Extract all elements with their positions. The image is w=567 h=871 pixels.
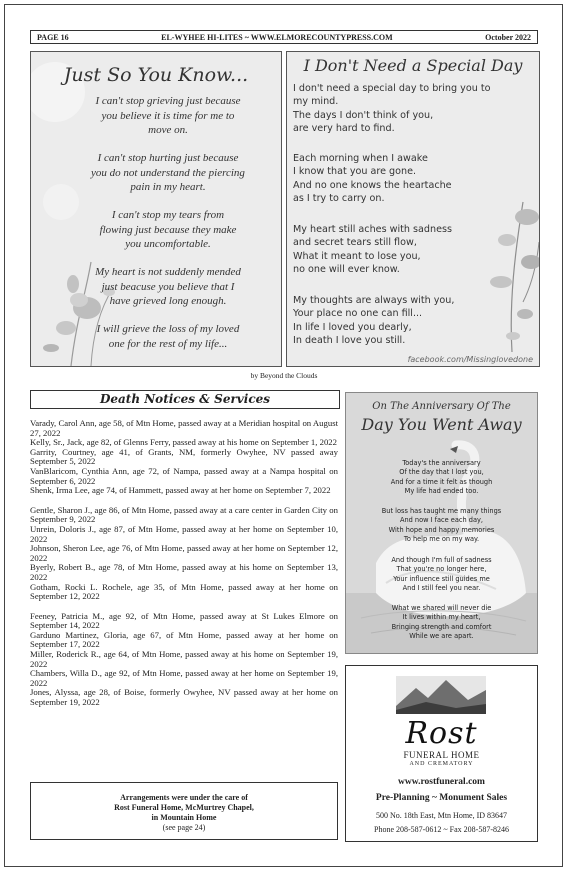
arrangements-line: Rost Funeral Home, McMurtrey Chapel, [114, 803, 254, 812]
issue-date: October 2022 [485, 32, 531, 42]
notice-item: Gentle, Sharon J., age 86, of Mtn Home, passed away at a care center in Garden City on September 9, 2022 [30, 504, 338, 525]
stanza: Each morning when I awake I know that you are gone. And no one knows the heartache as I try to carry on. [293, 153, 452, 204]
death-notices-list [30, 419, 338, 708]
notice-item: Shenk, Irma Lee, age 74, of Hammett, passed away at her home on September 7, 2022 [30, 485, 331, 496]
arrangements-line: Arrangements were under the care of [120, 793, 248, 802]
notice-item: Byerly, Robert B., age 78, of Mtn Home, passed away at his home on September 13, 2022 [30, 562, 338, 582]
stanza: I can't stop hurting just because you do not understand the piercing pain in my heart. [91, 152, 245, 193]
poem-special-day [286, 51, 540, 367]
facebook-credit: facebook.com/Missinglovedone [407, 355, 533, 364]
stanza: I don't need a special day to bring you to my mind. The days I don't think of you, are very hard to find. [293, 83, 491, 134]
anniversary-top-line: On The Anniversary Of The [372, 401, 511, 412]
arrangements-line: in Mountain Home [151, 813, 217, 822]
stanza: But loss has taught me many things And now I face each day, With hope and happy memories To help me on my way. [381, 507, 502, 543]
notice-item: Varady, Carol Ann, age 58, of Mtn Home, passed away at a Meridian hospital on August 27, 2022 [30, 418, 338, 438]
rost-website-link[interactable]: www.rostfuneral.com [398, 777, 485, 787]
paper-name: EL-WYHEE HI-LITES ~ WWW.ELMORECOUNTYPRESS.COM [161, 32, 393, 42]
anniversary-title: Day You Went Away [361, 415, 522, 434]
rost-subtitle-2: AND CREMATORY [409, 761, 474, 767]
notice-item: VanBlaricom, Cynthia Ann, age 72, of Nampa, passed away at a Nampa hospital on September 6, 2022 [30, 465, 338, 486]
death-notices-heading [30, 390, 340, 409]
poem-title: I Don't Need a Special Day [303, 56, 523, 75]
stanza: My heart is not suddenly mended just beacuse you believe that I have grieved long enough. [95, 266, 241, 307]
notice-item: Johnson, Sheron Lee, age 76, of Mtn Home, passed away at her home on September 12, 2022 [30, 543, 338, 563]
poem-credit: by Beyond the Clouds [250, 371, 318, 380]
stanza: I can't stop grieving just because you believe it is time for me to move on. [95, 95, 241, 136]
notice-item: Gotham, Rocki L. Rochele, age 35, of Mtn Home, passed away at her home on September 12, 2022 [30, 581, 338, 602]
stanza: I will grieve the loss of my loved one for the rest of my life... [96, 323, 240, 350]
stanza: And though I'm full of sadness That you're no longer here, Your influence still guides me And I still feel you near. [391, 556, 492, 592]
arrangements-page-ref: (see page 24) [162, 823, 206, 832]
stanza: What we shared will never die It lives within my heart, Bringing strength and comfort While we are apart. [391, 604, 492, 640]
notice-item: Miller, Roderick R., age 64, of Mtn Home, passed away at his home on September 19, 2022 [30, 649, 338, 669]
notice-item: Unrein, Doloris J., age 87, of Mtn Home, passed away at her home on September 10, 2022 [30, 523, 338, 544]
rost-name: Rost [405, 716, 478, 751]
page-header [30, 30, 538, 44]
notice-item: Jones, Alyssa, age 28, of Boise, formerly Owyhee, NV passed away at her home on September 19, 2022 [30, 687, 338, 708]
notice-item: Chambers, Willa D., age 92, of Mtn Home, passed away at her home on September 19, 2022 [30, 668, 338, 688]
notice-item: Garduno Martinez, Gloria, age 67, of Mtn Home, passed away at her home on September 17, 2022 [30, 629, 338, 650]
stanza: My thoughts are always with you, Your place no one can fill... In life I loved you dearly, In death I love you still. [293, 295, 455, 346]
rost-funeral-ad [345, 665, 538, 842]
page-number: PAGE 16 [37, 32, 69, 42]
notice-item: Kelly, Sr., Jack, age 82, of Glenns Ferry, passed away at his home on September 1, 2022 [30, 437, 337, 448]
stanza: Today's the anniversary Of the day that I lost you, And for a time it felt as though My life had ended too. [390, 459, 493, 495]
rost-phone: Phone 208-587-0612 ~ Fax 208-587-8246 [374, 825, 509, 834]
anniversary-poem [345, 392, 538, 654]
stanza: I can't stop my tears from flowing just because they make you uncomfortable. [99, 209, 237, 250]
arrangements-box [30, 782, 338, 840]
mountain-logo-icon [396, 676, 486, 714]
poem-title: Just So You Know... [63, 64, 249, 86]
rost-services: Pre-Planning ~ Monument Sales [375, 793, 508, 803]
rost-address: 500 No. 18th East, Mtn Home, ID 83647 [375, 811, 508, 820]
rost-subtitle: FUNERAL HOME [403, 750, 480, 760]
notice-item: Garrity, Courtney, age 41, of Grants, NM, formerly Owyhee, NV passed away September 5, 2022 [30, 446, 338, 467]
stanza: My heart still aches with sadness and secret tears still flow, What it meant to lose you, no one will ever know. [293, 224, 452, 275]
section-title: Death Notices & Services [99, 392, 271, 406]
poem-just-so-you-know [30, 51, 282, 367]
notice-item: Feeney, Patricia M., age 92, of Mtn Home, passed away at St Lukes Elmore on September 14, 2022 [30, 610, 338, 631]
